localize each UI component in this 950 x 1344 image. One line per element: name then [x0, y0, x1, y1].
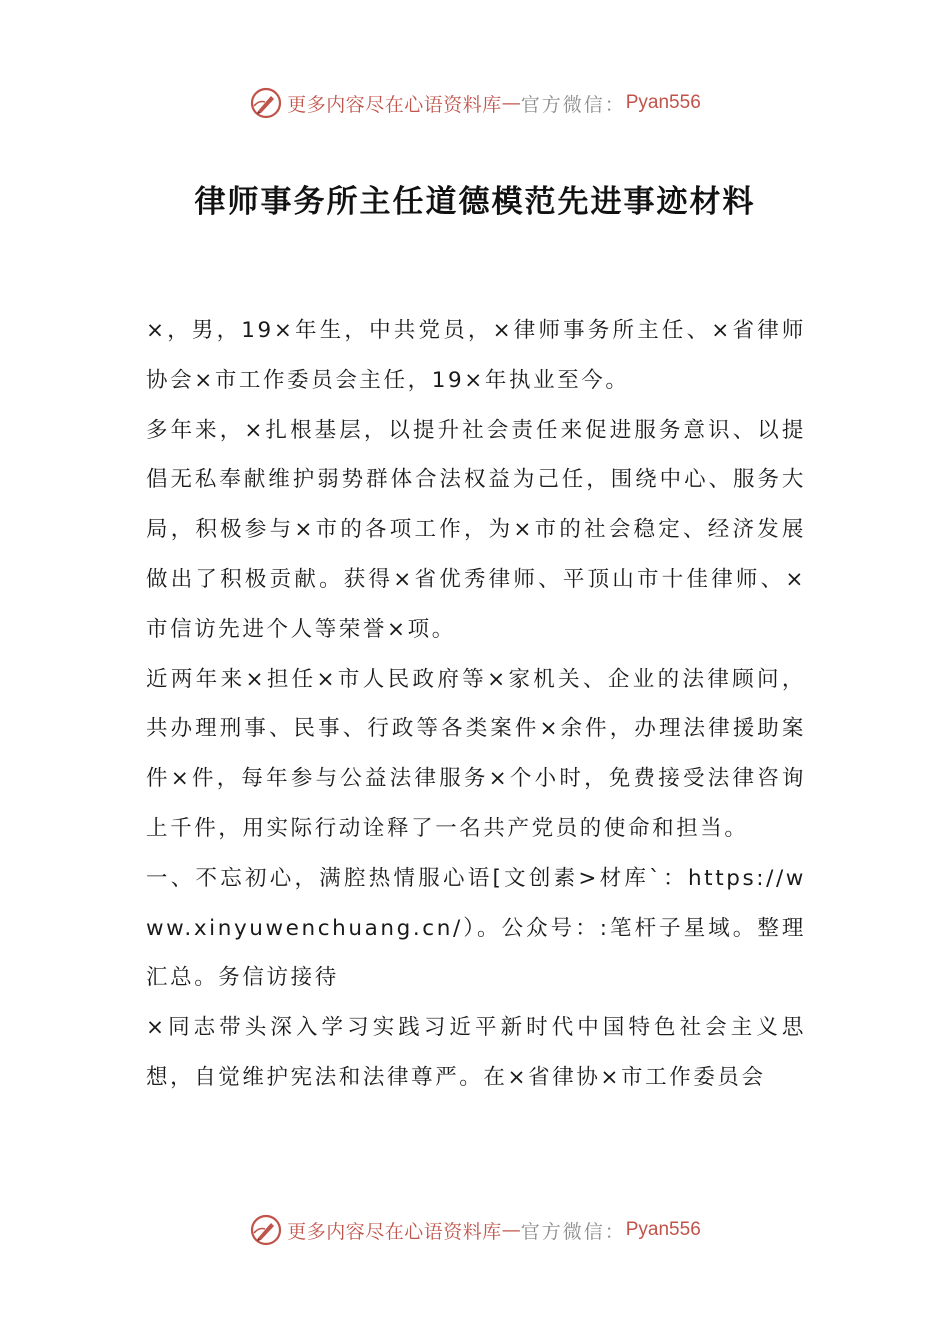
banner-dash: —: [501, 92, 521, 114]
header-banner: [0, 83, 950, 123]
paragraph: ×同志带头深入学习实践习近平新时代中国特色社会主义思想，自觉维护宪法和法律尊严。在×省律协×市工作委员会: [146, 1015, 806, 1090]
wechat-id: Pyan556: [625, 92, 701, 113]
pen-logo-icon: [249, 1213, 283, 1247]
official-wechat-label: 官方微信：: [520, 1220, 626, 1243]
paragraph: 多年来，×扎根基层，以提升社会责任来促进服务意识、以提倡无私奉献维护弱势群体合法权益为己任，围绕中心、服务大局，积极参与×市的各项工作，为×市的社会稳定、经济发展做出了积极贡献。获得×省优秀律师、平顶山市十佳律师、×市信访先进个人等荣誉×项。: [146, 417, 806, 642]
document-title: 律师事务所主任道德模范先进事迹材料: [194, 184, 756, 220]
official-wechat-label: 官方微信：: [520, 93, 626, 116]
brand-text: 更多内容尽在心语资料库: [287, 93, 502, 116]
brand-text: 更多内容尽在心语资料库: [287, 1220, 502, 1243]
footer-banner: [0, 1210, 950, 1250]
document-body: [146, 306, 806, 1103]
banner-dash: —: [501, 1219, 521, 1241]
wechat-id: Pyan556: [625, 1219, 701, 1240]
paragraph: 近两年来×担任×市人民政府等×家机关、企业的法律顾问，共办理刑事、民事、行政等各类案件×余件，办理法律援助案件×件，每年参与公益法律服务×个小时，免费接受法律咨询上千件，用实际行动诠释了一名共产党员的使命和担当。: [146, 666, 806, 841]
pen-logo-icon: [249, 86, 283, 120]
paragraph: ×，男，19×年生，中共党员，×律师事务所主任、×省律师协会×市工作委员会主任，19×年执业至今。: [146, 318, 806, 393]
paragraph: 一、不忘初心，满腔热情服心语[文创素>材库`：https://www.xinyuwenchuang.cn/）。公众号：:笔杆子星域。整理汇总。务信访接待: [146, 865, 806, 991]
